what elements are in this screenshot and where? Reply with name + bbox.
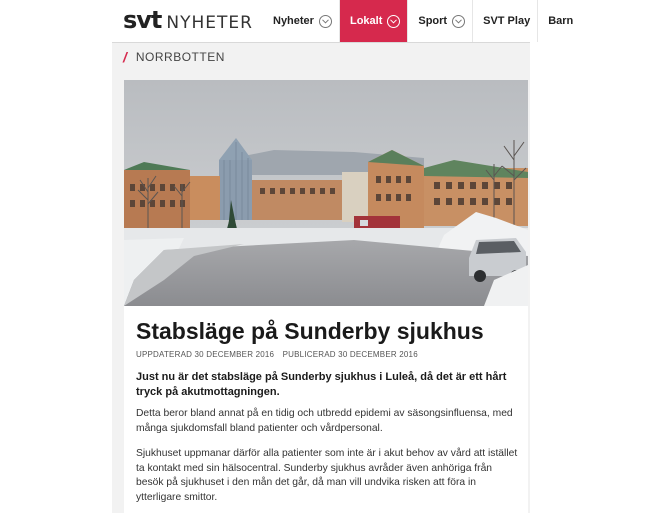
nav-item-sport[interactable] (407, 0, 472, 42)
article-lead: Just nu är det stabsläge på Sunderby sjukhus i Luleå, då det är ett hårt tryck på akutmottagningen. (136, 371, 507, 398)
chevron-down-icon[interactable] (387, 15, 400, 28)
breadcrumb-section-link[interactable]: NORRBOTTEN (135, 50, 225, 64)
article-title: Stabsläge på Sunderby sjukhus (136, 318, 484, 344)
nav-item-label: Nyheter (273, 15, 314, 27)
nav-item-barn[interactable] (537, 0, 580, 42)
nav-item-label: Sport (418, 15, 448, 27)
article-paragraph: Sjukhuset uppmanar därför alla patienter som inte är i akut behov av vård att istället ta kontakt med sin hälsocentral. Sunderby sjukhus avråder även anhöriga från besök på sjukhuset i den mån det går, då man vill undvika risken att föra in ytterligare smittor. (136, 448, 518, 503)
breadcrumb-slash: / (123, 49, 127, 65)
page (112, 0, 574, 513)
article-dates (136, 350, 418, 359)
nav-item-nyheter[interactable] (263, 0, 339, 42)
svt-nyheter-logo[interactable] (123, 7, 253, 33)
nav-item-svt-play[interactable] (472, 0, 537, 42)
main-nav (263, 0, 580, 42)
article-body (124, 306, 528, 526)
published-date: PUBLICERAD 30 DECEMBER 2016 (282, 350, 418, 359)
article-hero-image (124, 80, 528, 306)
nav-item-label: SVT Play (483, 15, 531, 27)
nav-item-label: Barn (548, 15, 574, 27)
nav-item-lokalt[interactable] (339, 0, 407, 42)
article-paragraph: Detta beror bland annat på en tidig och utbredd epidemi av säsongsinfluensa, med många sjukdomsfall bland patienter och vårdpersonal. (136, 408, 513, 434)
chevron-down-icon[interactable] (319, 15, 332, 28)
nav-item-label: Lokalt (349, 15, 383, 27)
breadcrumb (112, 43, 530, 71)
top-bar (112, 0, 574, 43)
updated-date: UPPDATERAD 30 DECEMBER 2016 (136, 350, 275, 359)
chevron-down-icon[interactable] (452, 15, 465, 28)
logo-nyheter-text: NYHETER (166, 13, 253, 33)
logo-svt-text: svt (123, 6, 162, 34)
